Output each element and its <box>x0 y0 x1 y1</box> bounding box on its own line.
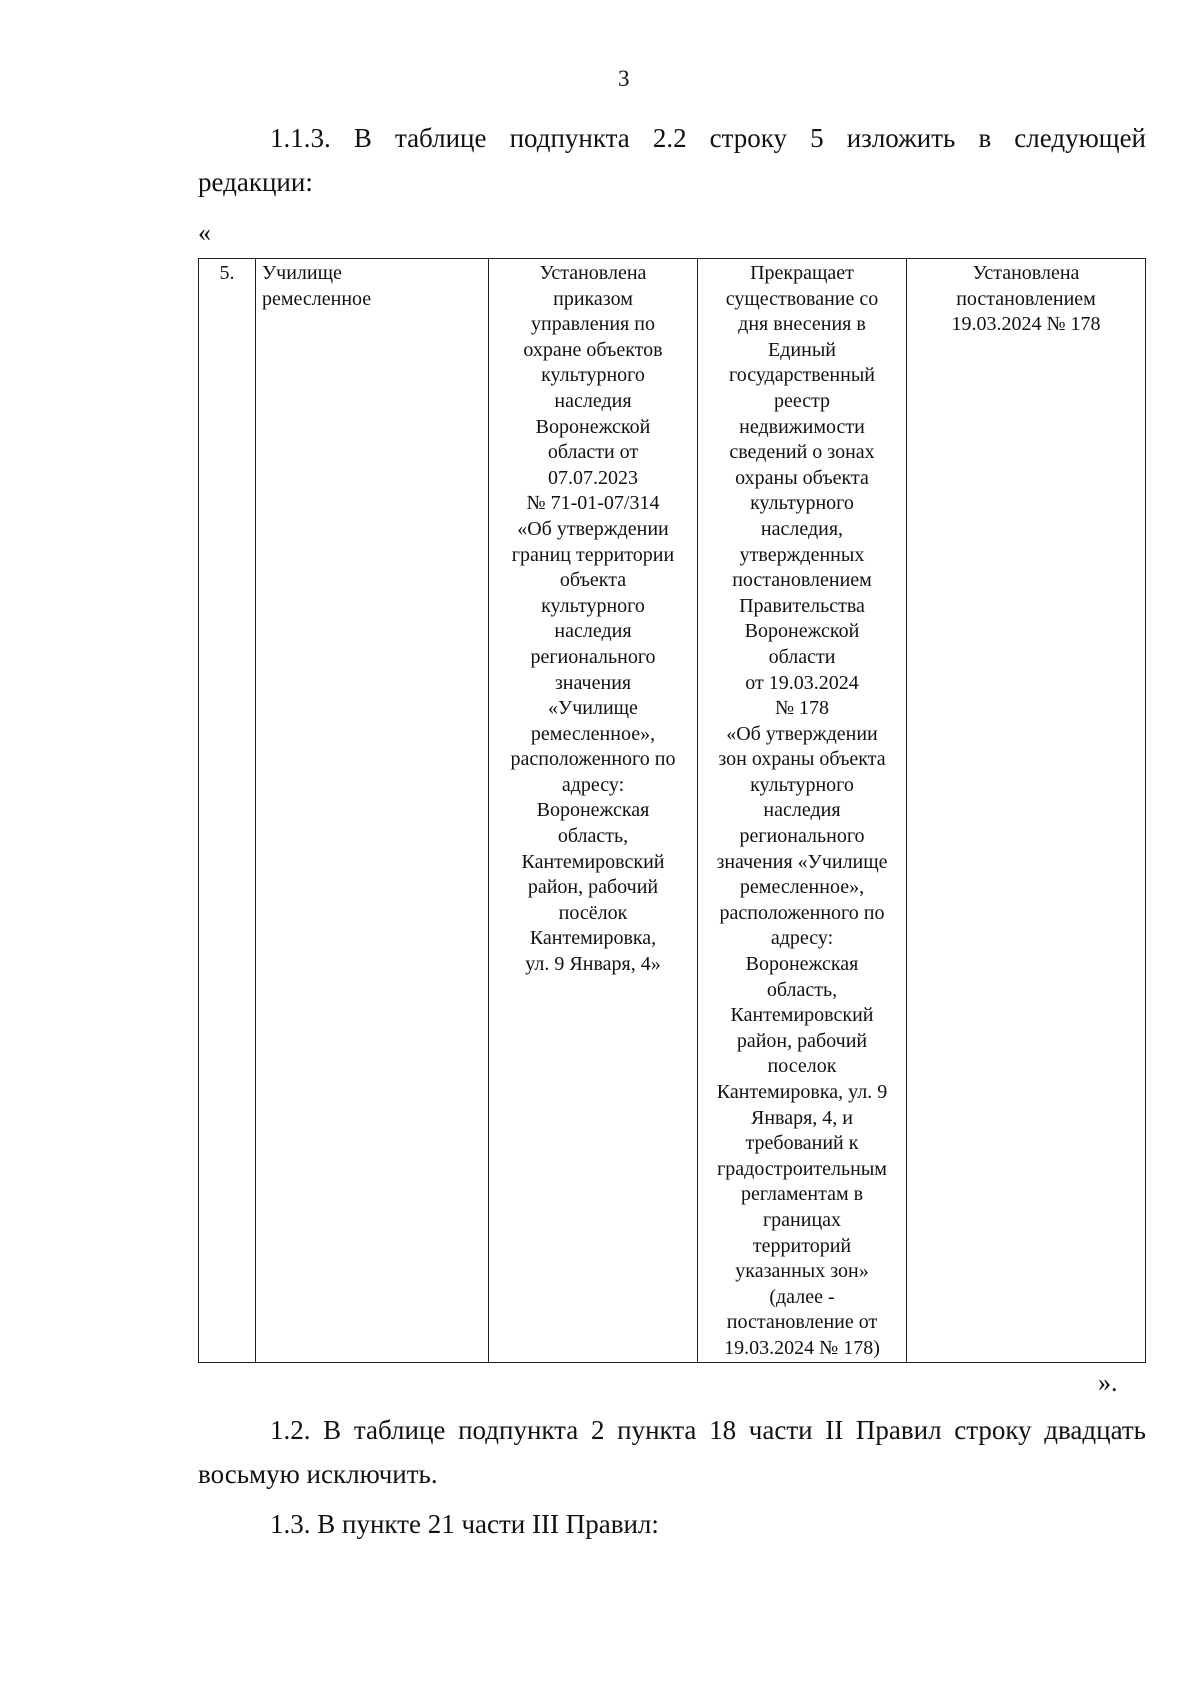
row-number-cell <box>199 259 256 1363</box>
paragraph-1-3-line-1: 1.3. В пункте 21 части III Правил: <box>270 1509 659 1539</box>
object-name-cell <box>256 259 489 1363</box>
paragraph-1-1-3 <box>198 116 1146 204</box>
paragraph-1-1-3-line-2: редакции: <box>198 167 313 197</box>
territory-basis: Установлена приказом управления по охране объектов культурного наследия Воронежской области от 07.07.2023 № 71-01-07/314 «Об утверждении границ территории объекта культурного наследия регионального значения «Училище ремесленное», расположенного по адресу: Воронежская область, Кантемировский район, рабочий посёлок Кантемировка, ул. 9 Января, 4» <box>510 262 676 976</box>
paragraph-1-2 <box>198 1408 1146 1496</box>
territory-basis-cell <box>489 259 698 1363</box>
paragraph-1-2-line-2: восьмую исключить. <box>198 1459 438 1489</box>
paragraph-1-2-line-1: 1.2. В таблице подпункта 2 пункта 18 части II Правил строку двадцать <box>270 1415 1146 1445</box>
table-row <box>199 259 1146 1363</box>
row-number: 5. <box>219 262 235 284</box>
object-name: Училище ремесленное <box>262 262 372 310</box>
paragraph-1-1-3-line-1: 1.1.3. В таблице подпункта 2.2 строку 5 изложить в следующей <box>270 123 1146 153</box>
protection-zone-status: Установлена постановлением 19.03.2024 № 178 <box>951 262 1101 336</box>
page-number: 3 <box>618 66 630 91</box>
protection-zone-cell <box>907 259 1146 1363</box>
opening-quote-mark: « <box>198 218 211 247</box>
termination-condition: Прекращает существование со дня внесения в Единый государственный реестр недвижимости сведений о зонах охраны объекта культурного наследия, утвержденных постановлением Правительства Воронежской области от 19.03.2024 № 178 «Об утверждении зон охраны объекта культурного наследия регионального значения «Училище ремесленное», расположенного по адресу: Воронежская область, Кантемировский район, рабочий поселок Кантемировка, ул. 9 Января, 4, и требований к градостроительным регламентам в границах территорий указанных зон» (далее - постановление от 19.03.2024 № 178) <box>716 262 888 1359</box>
paragraph-1-3 <box>198 1502 1146 1546</box>
closing-quote-mark: ». <box>1098 1368 1118 1397</box>
termination-cell <box>698 259 907 1363</box>
amendment-table <box>198 258 1146 1363</box>
